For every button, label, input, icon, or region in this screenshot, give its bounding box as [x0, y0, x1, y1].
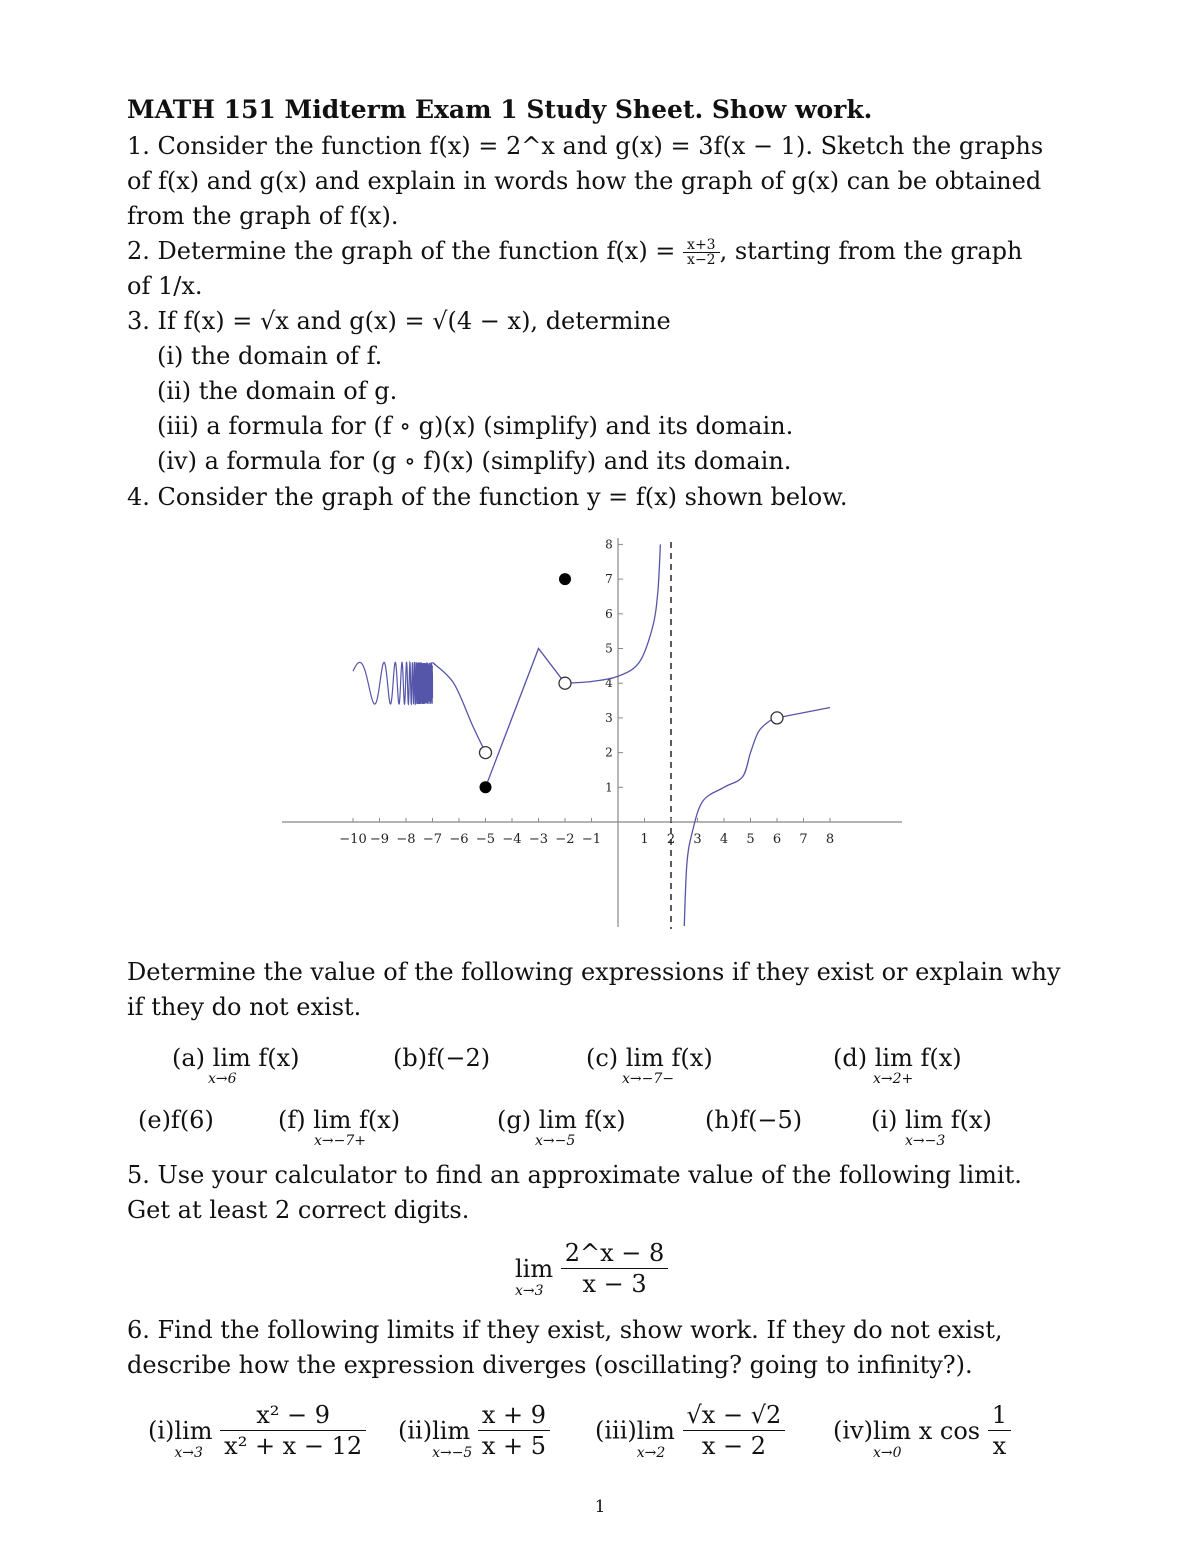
q6-item-iv-label: (iv) — [833, 1416, 873, 1445]
q4-item-a — [172, 1044, 300, 1072]
y-tick-label: 5 — [605, 641, 613, 656]
q2-text-pre: 2. Determine the graph of the function f(x) = — [127, 237, 684, 265]
q6-item-i-frac — [220, 1400, 366, 1461]
q4-item-c: (c) lim f(x) — [586, 1044, 713, 1072]
q6-item-ii-lim-word: lim — [432, 1416, 471, 1445]
filled-point — [480, 781, 492, 793]
q6-item-iii-sub: x→2 — [636, 1444, 666, 1461]
q6-item-iii — [595, 1400, 785, 1461]
q6-line1: 6. Find the following limits if they exist, show work. If they do not exist, — [127, 1316, 1003, 1344]
q6-item-iii-lim-word: lim — [636, 1416, 675, 1445]
q4-item-c-sub: x→−7− — [622, 1071, 674, 1087]
q5-lim — [515, 1254, 554, 1299]
q6-item-i-label: (i) — [148, 1416, 175, 1445]
x-tick-label: −8 — [396, 832, 416, 847]
q4-item-e: (e)f(6) — [138, 1106, 214, 1134]
q3-part-iv: (iv) a formula for (g ∘ f)(x) (simplify) and its domain. — [157, 447, 792, 475]
q5-line1: 5. Use your calculator to find an approximate value of the following limit. — [127, 1161, 1022, 1189]
q4-item-a-main: (a) lim f(x) — [172, 1044, 300, 1072]
x-tick-label: −5 — [475, 832, 496, 847]
q4-item-i: (i) lim f(x) — [871, 1106, 992, 1134]
oscillating-curve — [353, 662, 433, 704]
q6-item-iv-den: x — [992, 1432, 1007, 1460]
q6-item-ii-frac — [478, 1400, 550, 1461]
q6-item-iv-sub: x→0 — [872, 1444, 902, 1461]
x-tick-label: −1 — [581, 832, 602, 847]
q4-item-f: (f) lim f(x) — [278, 1106, 401, 1134]
graph-line-segment — [486, 649, 566, 788]
q6-item-iii-frac — [683, 1400, 786, 1461]
q6-item-ii-label: (ii) — [398, 1416, 433, 1445]
x-tick-label: 4 — [719, 832, 729, 847]
q5-num: 2^x − 8 — [561, 1238, 669, 1269]
q4-intro: 4. Consider the graph of the function y = f(x) shown below. — [127, 483, 848, 511]
x-tick-label: 7 — [799, 832, 808, 847]
y-tick-label: 1 — [605, 780, 613, 795]
graph-axes — [282, 538, 902, 929]
q6-item-iii-num: √x − √2 — [683, 1400, 786, 1431]
q6-item-iv-frac — [988, 1400, 1011, 1461]
q6-item-ii-den: x + 5 — [481, 1432, 546, 1460]
q4-item-f-sub: x→−7+ — [314, 1133, 366, 1149]
q4-item-g: (g) lim f(x) — [497, 1106, 626, 1134]
function-graph — [280, 530, 910, 935]
q6-line2: describe how the expression diverges (oscillating? going to infinity?). — [127, 1351, 973, 1379]
x-tick-label: 1 — [640, 832, 649, 847]
graph-line-segment — [777, 707, 830, 717]
title: MATH 151 Midterm Exam 1 Study Sheet. Show work. — [127, 95, 873, 124]
q4-instructions-1: Determine the value of the following expressions if they exist or explain why — [127, 958, 1061, 986]
q2-fraction — [683, 238, 720, 267]
q6-item-ii-lim — [432, 1416, 473, 1461]
q1-line3: from the graph of f(x). — [127, 202, 399, 230]
q6-item-i — [148, 1400, 366, 1461]
page-number: 1 — [594, 1497, 606, 1517]
q6-item-iii-label: (iii) — [595, 1416, 637, 1445]
q4-item-h: (h)f(−5) — [705, 1106, 803, 1134]
x-tick-label: 3 — [693, 832, 702, 847]
x-tick-label: −10 — [339, 832, 367, 847]
q4-item-b: (b)f(−2) — [393, 1044, 491, 1072]
x-tick-label: −7 — [422, 832, 443, 847]
open-point — [559, 677, 571, 689]
y-tick-label: 7 — [605, 572, 613, 587]
q6-item-iv-num: 1 — [988, 1400, 1011, 1431]
q6-item-i-den: x² + x − 12 — [224, 1432, 363, 1460]
q5-limit — [515, 1238, 668, 1299]
q6-item-i-lim — [174, 1416, 213, 1461]
q2-frac-num: x+3 — [683, 238, 720, 253]
q6-item-i-sub: x→3 — [174, 1444, 203, 1461]
y-tick-label: 6 — [605, 606, 613, 621]
y-tick-label: 3 — [605, 710, 613, 725]
x-tick-label: −2 — [555, 832, 575, 847]
q6-item-iv-lim-word: lim x cos — [872, 1416, 981, 1445]
q5-lim-word: lim — [515, 1254, 554, 1283]
graph-curve — [433, 662, 486, 752]
q6-item-ii-num: x + 9 — [478, 1400, 550, 1431]
q1-line1: 1. Consider the function f(x) = 2^x and g(x) = 3f(x − 1). Sketch the graphs — [127, 132, 1044, 160]
q5-line2: Get at least 2 correct digits. — [127, 1196, 470, 1224]
q4-item-i-sub: x→−3 — [905, 1133, 946, 1149]
q4-instructions-2: if they do not exist. — [127, 993, 362, 1021]
x-tick-label: 8 — [825, 832, 835, 847]
y-tick-label: 4 — [605, 676, 613, 691]
x-tick-label: −9 — [369, 832, 390, 847]
open-point — [771, 712, 783, 724]
q3-part-ii: (ii) the domain of g. — [157, 377, 398, 405]
y-tick-label: 8 — [605, 537, 613, 552]
q2-frac-den: x−2 — [687, 252, 716, 268]
x-tick-label: −6 — [449, 832, 469, 847]
q4-item-d: (d) lim f(x) — [833, 1044, 962, 1072]
q6-item-ii-sub: x→−5 — [432, 1444, 473, 1461]
q6-item-iv — [833, 1400, 1011, 1461]
filled-point — [559, 573, 571, 585]
x-tick-label: −4 — [502, 832, 522, 847]
x-tick-label: 5 — [746, 832, 755, 847]
q6-item-iii-lim — [636, 1416, 675, 1461]
q4-item-g-sub: x→−5 — [535, 1133, 576, 1149]
open-point — [480, 747, 492, 759]
q6-item-i-lim-word: lim — [174, 1416, 213, 1445]
q2-text-post: , starting from the graph — [719, 237, 1023, 265]
q6-item-iii-den: x − 2 — [701, 1432, 766, 1460]
q2-line1 — [127, 236, 1022, 267]
y-tick-label: 2 — [605, 745, 613, 760]
q3-intro: 3. If f(x) = √x and g(x) = √(4 − x), determine — [127, 307, 671, 335]
q4-item-a-sub: x→6 — [208, 1071, 237, 1087]
q5-lim-sub: x→3 — [515, 1282, 544, 1299]
q3-part-iii: (iii) a formula for (f ∘ g)(x) (simplify) and its domain. — [157, 412, 794, 440]
q2-line2: of 1/x. — [127, 272, 203, 300]
q3-part-i: (i) the domain of f. — [157, 342, 383, 370]
q5-den: x − 3 — [582, 1270, 647, 1298]
q4-item-d-sub: x→2+ — [873, 1071, 914, 1087]
q6-item-ii — [398, 1400, 550, 1461]
x-tick-label: 2 — [666, 832, 676, 847]
x-tick-label: −3 — [528, 832, 549, 847]
q1-line2: of f(x) and g(x) and explain in words how the graph of g(x) can be obtained — [127, 167, 1042, 195]
q6-item-i-num: x² − 9 — [220, 1400, 366, 1431]
q5-fraction — [561, 1238, 669, 1299]
x-tick-label: 6 — [772, 832, 782, 847]
q6-item-iv-lim — [872, 1416, 981, 1461]
